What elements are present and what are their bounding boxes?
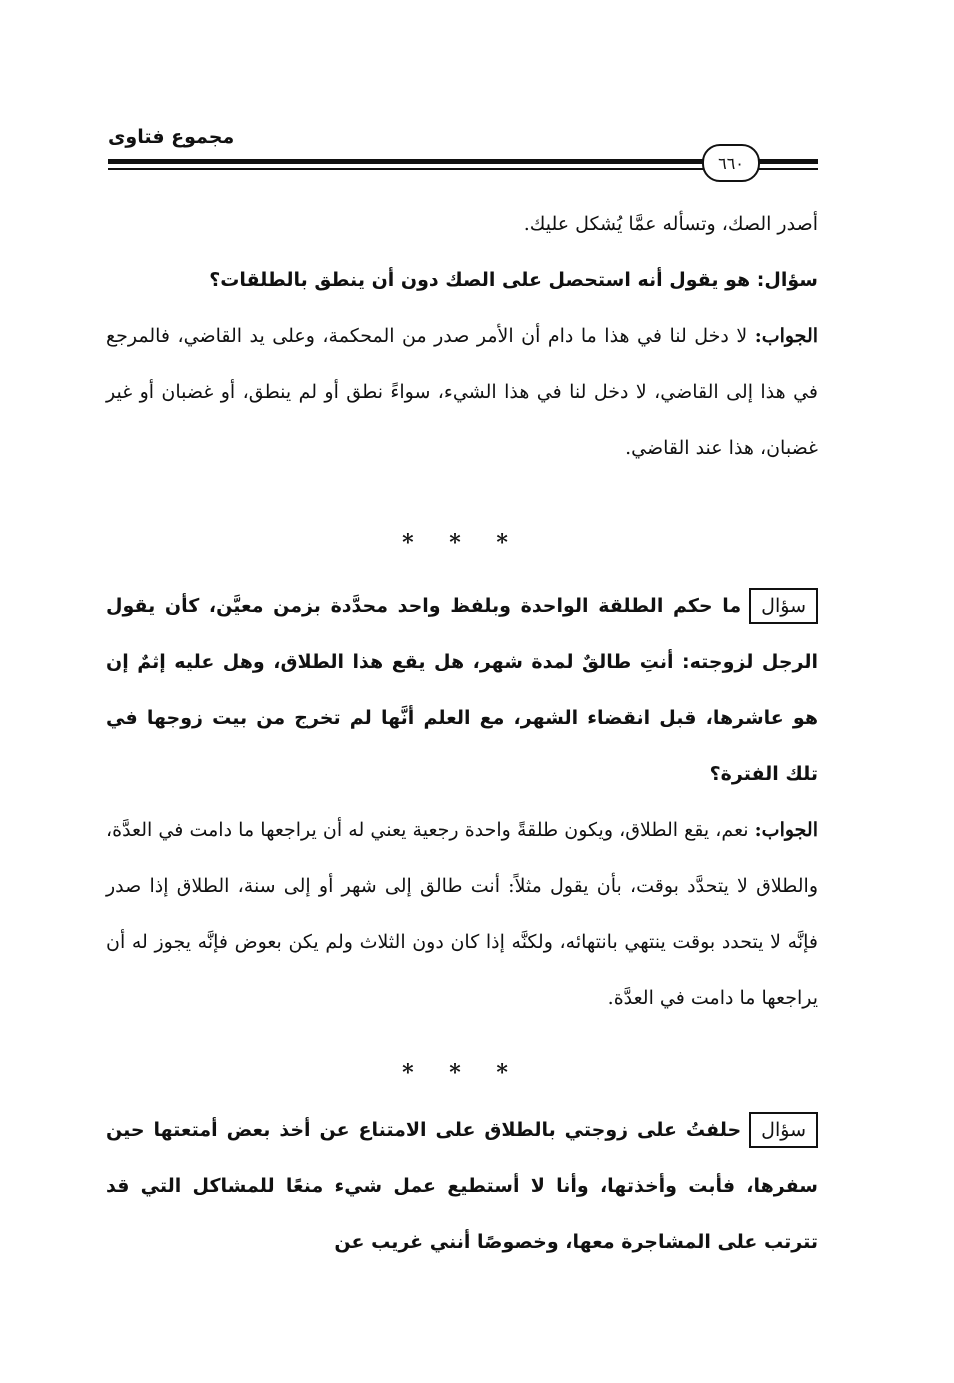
body-block-1: [106, 196, 818, 476]
question-2-text: ما حكم الطلقة الواحدة وبلفظ واحد محدَّدة بزمن معيَّن، كأن يقول الرجل لزوجته: أنتِ طالقٌ لمدة شهر، هل يقع هذا الطلاق، وهل عليه إثمٌ إن هو عاشرها، قبل انقضاء الشهر، مع العلم أنَّها لم تخرج من بيت زوجها في تلك الفترة؟: [106, 595, 818, 785]
body-block-2: [106, 578, 818, 1026]
question-3-text: حلفتُ على زوجتي بالطلاق على الامتناع عن أخذ بعض أمتعتها حين سفرها، فأبت وأخذتها، وأنا لا أستطيع عمل شيء منعًا للمشاكل التي قد تترتب على المشاجرة معها، وخصوصًا أنني غريب عن: [106, 1119, 818, 1253]
question-1: سؤال: هو يقول أنه استحصل على الصك دون أن ينطق بالطلقات؟: [209, 269, 818, 291]
question-2-label: سؤال: [749, 588, 818, 624]
question-3: [106, 1102, 818, 1270]
answer-1: [106, 308, 818, 476]
book-title: مجموع فتاوى: [108, 126, 235, 148]
answer-1-text: لا دخل لنا في هذا ما دام أن الأمر صدر من المحكمة، وعلى يد القاضي، فالمرجع في هذا إلى القاضي، لا دخل لنا في هذا الشيء، سواءً نطق أو لم ينطق، أو غضبان أو غير غضبان، هذا عند القاضي.: [106, 325, 818, 459]
page-header: [108, 118, 818, 188]
question-2: [106, 578, 818, 802]
body-block-3: [106, 1102, 818, 1270]
answer-2-text: نعم، يقع الطلاق، ويكون طلقةً واحدة رجعية يعني له أن يراجعها ما دامت في العدَّة، والطلاق لا يتحدَّد بوقت، بأن يقول مثلاً: أنت طالق إلى شهر أو إلى سنة، الطلاق إذا صدر فإنَّه لا يتحدد بوقت ينتهي بانتهائه، ولكنَّه إذا كان دون الثلاث ولم يكن بعوض فإنَّه يجوز له أن يراجعها ما دامت في العدَّة.: [106, 819, 818, 1009]
answer-2: [106, 802, 818, 1026]
answer-1-label: الجواب:: [754, 325, 819, 347]
question-3-label: سؤال: [749, 1112, 818, 1148]
separator-2: * * *: [402, 1060, 522, 1086]
separator-1: * * *: [402, 530, 522, 556]
page-number: ٦٦٠: [702, 144, 760, 182]
paragraph-closing: أصدر الصك، وتسأله عمَّا يُشكل عليك.: [523, 213, 818, 235]
answer-2-label: الجواب:: [754, 819, 818, 841]
